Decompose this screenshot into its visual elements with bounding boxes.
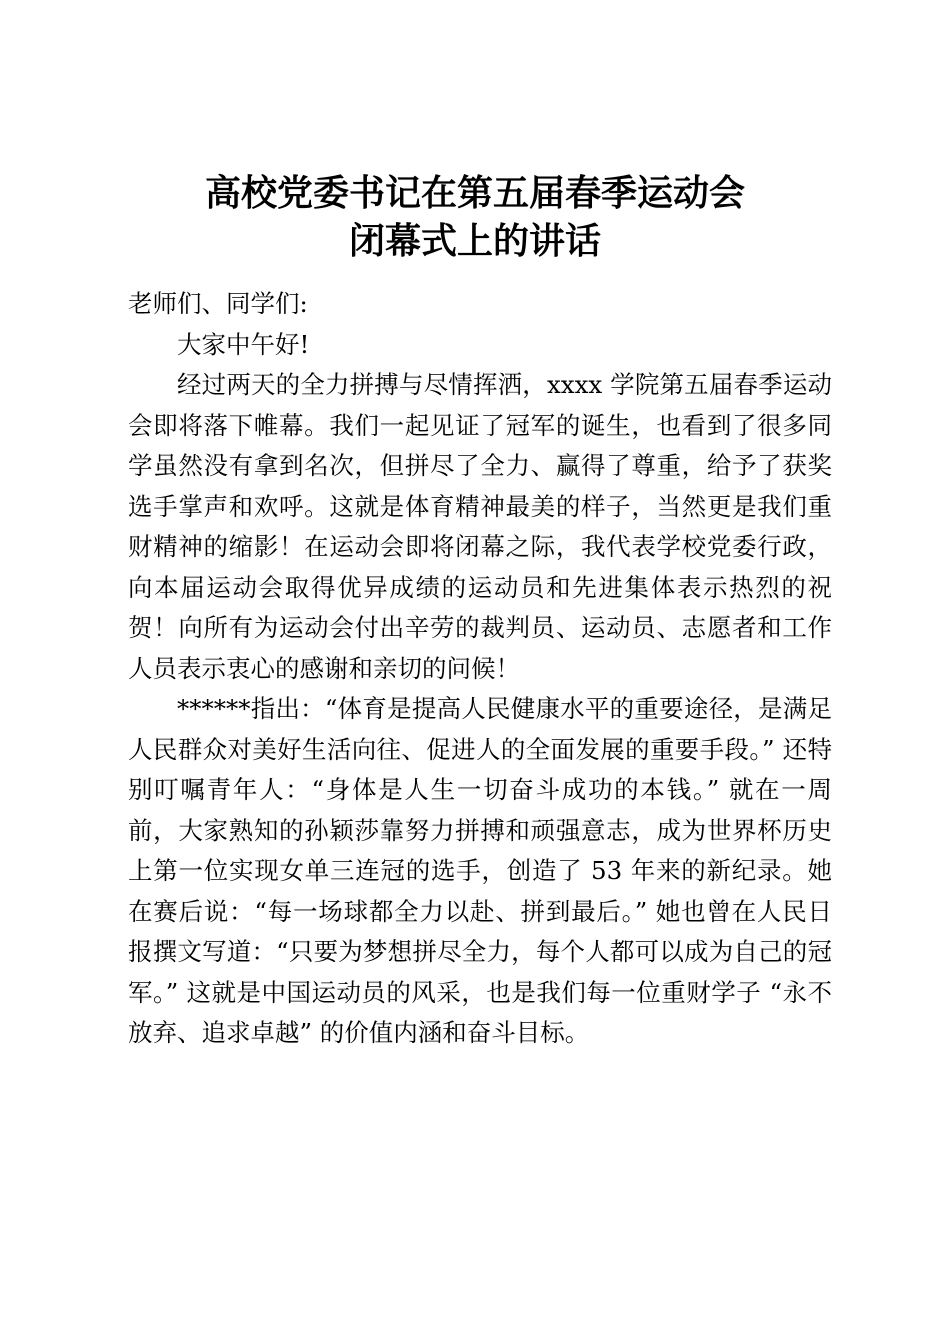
paragraph-opening: 经过两天的全力拼搏与尽情挥洒，xxxx 学院第五届春季运动会即将落下帷幕。我们一起见证了冠军的诞生，也看到了很多同学虽然没有拿到名次，但拼尽了全力、赢得了尊重，给予了获奖选手掌声和欢呼。这就是体育精神最美的样子，当然更是我们重财精神的缩影！在运动会即将闭幕之际，我代表学校党委行政，向本届运动会取得优异成绩的运动员和先进集体表示热烈的祝贺！向所有为运动会付出辛劳的裁判员、运动员、志愿者和工作人员表示衷心的感谢和亲切的问候！ [128, 370, 832, 683]
salutation: 老师们、同学们: [128, 289, 308, 318]
greeting: 大家中午好! [177, 329, 310, 359]
paragraph-quotes: ******指出：“体育是提高人民健康水平的重要途径，是满足人民群众对美好生活向往、促进人的全面发展的重要手段。” 还特别叮嘱青年人：“身体是人生一切奋斗成功的本钱。” 就在一周前，大家熟知的孙颖莎靠努力拼搏和顽强意志，成为世界杯历史上第一位实现女单三连冠的选手，创造了 53 年来的新纪录。她在赛后说：“每一场球都全力以赴、拼到最后。” 她也曾在人民日报撰文写道：“只要为梦想拼尽全力，每个人都可以成为自己的冠军。” 这就是中国运动员的风采，也是我们每一位重财学子 “永不放弃、追求卓越” 的价值内涵和奋斗目标。 [128, 694, 832, 1047]
document-body [128, 284, 832, 1054]
document-title-line-2: 闭幕式上的讲话 [348, 220, 601, 262]
document-title-line-1: 高校党委书记在第五届春季运动会 [204, 172, 745, 214]
